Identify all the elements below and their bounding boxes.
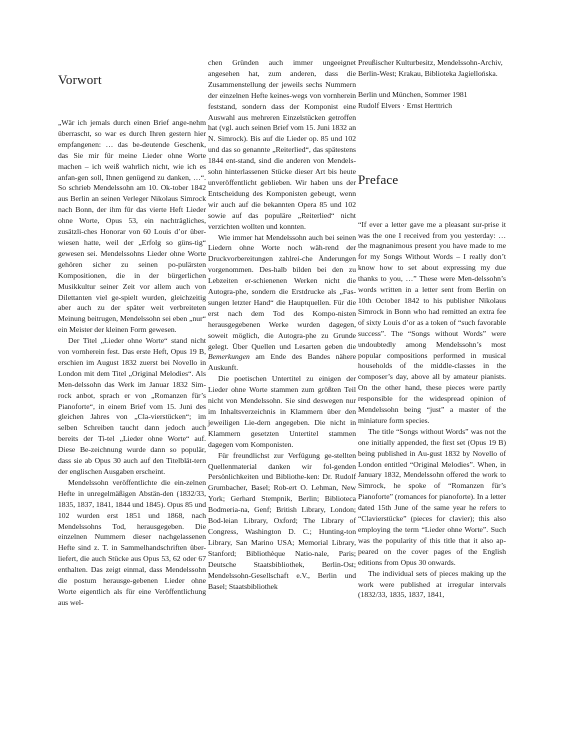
paragraph: Mendelssohn veröffentlichte die ein-zelnen Hefte in unregelmäßigen Abstän-den (1832/33, 1835, 1837, 1841, 1844 und 1845). Opus 85 und 102 wurden erst 1851 und 1868, nach Mendelssohns Tod, herausgegeben. Die einzelnen Nummern dieser nachgelassenen Hefte sind z. T. in Sammelhandschriften über-liefert, die auch Stücke aus Opus 53, 62 oder 67 enthalten. Das zeigt einmal, dass Mendelssohn die postum herausge-gebenen Lieder ohne Worte eigentlich als für eine Veröffentlichung aus wel-	[58, 477, 206, 607]
authors: Rudolf Elvers · Ernst Herttrich	[358, 100, 453, 110]
paragraph: Preußischer Kulturbesitz, Mendelssohn-Archiv, Berlin-West; Krakau, Biblioteka Jagiellońska.	[358, 58, 503, 78]
paragraph: “If ever a letter gave me a pleasant sur-prise it was the one I received from you yesterday: … the magnanimous present you have made to me for my Songs Without Words – I really don’t know how to set about expressing my due thanks to you, …” These were Men-delssohn’s words written in a letter sent from Berlin on 10th October 1842 to his publisher Nikolaus Simrock in Bonn who had remitted an extra fee of sixty Louis d’or as a token of “such favorable success”. The “Songs without Words” were undoubtedly among Mendelssohn’s most popular compositions performed in musical households of the middle-classes in the composer’s day, above all by amateur pianists. On the other hand, these pieces were partly responsible for the widespread opinion of Mendelssohn being “just” a master of the miniature form species.	[358, 219, 506, 425]
paragraph: Für freundlichst zur Verfügung ge-stellten Quellenmaterial danken wir fol-genden Persönlichkeiten und Bibliothe-ken: Dr. Rudolf Grumbacher, Basel; Rob-ert O. Lehman, New York; Gerhard Stempnik, Berlin; Biblioteca Bodmeria-na, Genf; British Library, London; Bod-leian Library, Oxford; The Library of Congress, Washington D. C.; Hunting-ton Library, San Marino USA; Memorial Library, Stanford; Bibliothèque Natio-nale, Paris; Deutsche Staatsbibliothek, Berlin-Ost; Mendelssohn-Gesellschaft e.V., Berlin und Basel; Staatsbibliothek	[208, 450, 356, 591]
column-left	[58, 58, 206, 609]
column-right	[358, 58, 506, 601]
paragraph	[208, 233, 356, 375]
paragraph-text: Wie immer hat Mendelssohn auch bei seinen Liedern ohne Worte noch wäh-rend der Druckvorbereitungen zahlrei-che Änderungen vorgenommen. Des-halb bilden bei den zu Lebzeiten er-schienenen Werken nicht die Autogra-phe, sondern die Erstdrucke als „Fas-sungen letzter Hand“ die Hauptquellen. Für die erst nach dem Tod des Kompo-nisten herausgegebenen Werke wurden dagegen, soweit möglich, die Autogra-phe zu Grunde gelegt. Über Quellen und Lesarten geben die	[208, 232, 356, 351]
emphasis-bemerkungen: Bemerkungen	[208, 352, 250, 362]
paragraph: chen Gründen auch immer ungeeignet angesehen hat, zum anderen, dass die Zusammenstellung der jeweils sechs Nummern der einzelnen Hefte keines-wegs von vornherein feststand, sondern dass der Komponist eine Auswahl aus mehreren Einzelstücken getroffen hat (vgl. auch seinen Brief vom 15. Juni 1832 an N. Simrock). Bis auf die Lieder op. 85 und 102 und das so genannte „Reiterlied“, das spätestens 1844 ent-stand, sind die anderen von Mendels-sohn hinterlassenen Stücke dieser Art bis heute unveröffentlicht geblieben. Wir haben uns der Entscheidung des Komponisten gebeugt, wenn wir auch auf die bekannten Opera 85 und 102 sowie auf das populäre „Reiterlied“ nicht verzichten wollten und konnten.	[208, 58, 356, 231]
heading-vorwort: Vorwort	[58, 72, 102, 87]
paragraph: „Wär ich jemals durch einen Brief ange-nehm überrascht, so war es durch Ihren gestern hier empfangenen: … das be-deutende Geschenk, das Sie mir für meine Lieder ohne Worte machen – ich weiß wahrlich nicht, wie ich es anfan-gen soll, Ihnen genügend zu danken, …“. So schrieb Mendelssohn am 10. Ok-tober 1842 aus Berlin an seinen Verleger Nikolaus Simrock nach Bonn, der ihm für das vierte Heft Lieder ohne Worte, Opus 53, ein nachträgliches, zusätzli-ches Honorar von 60 Louis d’or über-wiesen hatte, weil der „Erfolg so güns-tig“ gewesen sei. Mendelssohns Lieder ohne Worte gehören sicher zu seinen po-pulärsten Kompositionen, die in der bürgerlichen Musikkultur seiner Zeit vor allem auch von Dilettanten viel ge-spielt wurden, gleichzeitig aber auch zu der später weit verbreiteten Meinung beitrugen, Mendelssohn sei eben „nur“ ein Meister der kleinen Form gewesen.	[58, 118, 206, 335]
paragraph: The title “Songs without Words” was not the one initially appended, the first set (Opus 19 B) being published in Au-gust 1832 by Novello of London entitled “Original Melodies”. When, in January 1832, Mendelssohn offered the work to Simrock, he spoke of “Romanzen für’s Pianoforte” (romances for pianoforte). In a letter dated 15th June of the same year he refers to “Clavierstücke” (pieces for clavier); this also employing the term “Lieder ohne Worte”. Such was the popularity of this title that it also ap-peared on the cover pages of the English editions from Opus 30 onwards.	[358, 426, 506, 567]
paragraph: Der Titel „Lieder ohne Worte“ stand nicht von vornherein fest. Das erste Heft, Opus 19 B, erschien im August 1832 zuerst bei Novello in London mit dem Titel „Original Melodies“. Als Men-delssohn das Werk im Januar 1832 Sim-rock anbot, sprach er von „Romanzen für’s Pianoforte“, in einem Brief vom 15. Juni des gleichen Jahres von „Cla-vierstücken“; im selben Schreiben taucht dann jedoch auch bereits der Ti-tel „Lieder ohne Worte“ auf. Diese Be-zeichnung wurde dann so populär, dass sie ab Opus 30 auch auf den Titelblät-tern der englischen Ausgaben erscheint.	[58, 336, 206, 476]
paragraph: Die poetischen Untertitel zu einigen der Lieder ohne Worte stammen zum größten Teil nicht von Mendelssohn. Sie sind deswegen nur im Inhaltsverzeichnis in Klammern über den jeweiligen Lie-dern angegeben. Die nicht in Klammern gesetzten Untertitel stammen dagegen vom Komponisten.	[208, 374, 356, 449]
paragraph: The individual sets of pieces making up the work were published at irregular intervals (1832/33, 1835, 1837, 1841,	[358, 568, 506, 600]
heading-preface: Preface	[358, 171, 399, 187]
place-date: Berlin und München, Sommer 1981	[358, 89, 468, 99]
paragraph-text: am Ende des Bandes nähere Auskunft.	[208, 352, 356, 373]
column-middle	[208, 58, 356, 592]
